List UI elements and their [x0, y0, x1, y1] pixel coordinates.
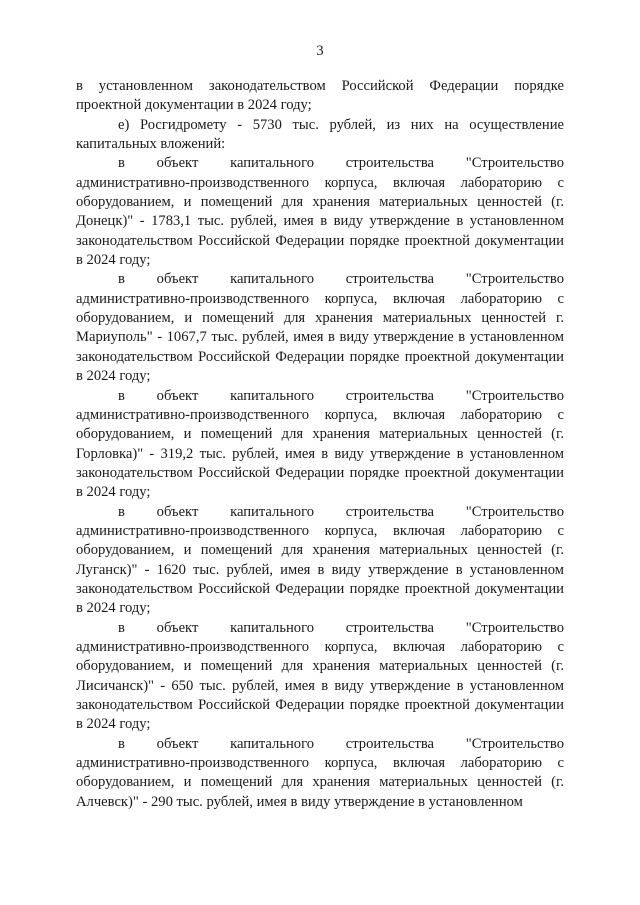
- paragraph-object-alchevsk: в объект капитального строительства "Строительство административно-производственного корпуса, включая лабораторию с оборудованием, и помещений для хранения материальных ценностей (г. Алчевск)" - 290 тыс. рублей, имея в виду утверждение в установленном: [76, 735, 564, 810]
- paragraph-object-gorlovka: в объект капитального строительства "Строительство административно-производственного корпуса, включая лабораторию с оборудованием, и помещений для хранения материальных ценностей (г. Горловка)" - 319,2 тыс. рублей, имея в виду утверждение в установленном законодательством Российской Федерации порядке проектной документации в 2024 году;: [76, 387, 564, 501]
- paragraph-object-lisichansk: в объект капитального строительства "Строительство административно-производственного корпуса, включая лабораторию с оборудованием, и помещений для хранения материальных ценностей (г. Лисичанск)" - 650 тыс. рублей, имея в виду утверждение в установленном законодательством Российской Федерации порядке проектной документации в 2024 году;: [76, 619, 564, 733]
- paragraph-object-donetsk: в объект капитального строительства "Строительство административно-производственного корпуса, включая лабораторию с оборудованием, и помещений для хранения материальных ценностей (г. Донецк)" - 1783,1 тыс. рублей, имея в виду утверждение в установленном законодательством Российской Федерации порядке проектной документации в 2024 году;: [76, 155, 564, 269]
- paragraph-continuation: в установленном законодательством Российской Федерации порядке проектной документации в 2024 году;: [76, 78, 564, 114]
- page-number: 3: [316, 43, 324, 59]
- paragraph-item-e-rosgidromet: е) Росгидромету - 5730 тыс. рублей, из них на осуществление капитальных вложений:: [76, 116, 564, 153]
- paragraph-object-mariupol: в объект капитального строительства "Строительство административно-производственного корпуса, включая лабораторию с оборудованием, и помещений для хранения материальных ценностей г. Мариуполь" - 1067,7 тыс. рублей, имея в виду утверждение в установленном законодательством Российской Федерации порядке проектной документации в 2024 году;: [76, 271, 564, 385]
- paragraph-object-lugansk: в объект капитального строительства "Строительство административно-производственного корпуса, включая лабораторию с оборудованием, и помещений для хранения материальных ценностей (г. Луганск)" - 1620 тыс. рублей, имея в виду утверждение в установленном законодательством Российской Федерации порядке проектной документации в 2024 году;: [76, 503, 564, 617]
- document-body: [76, 77, 564, 812]
